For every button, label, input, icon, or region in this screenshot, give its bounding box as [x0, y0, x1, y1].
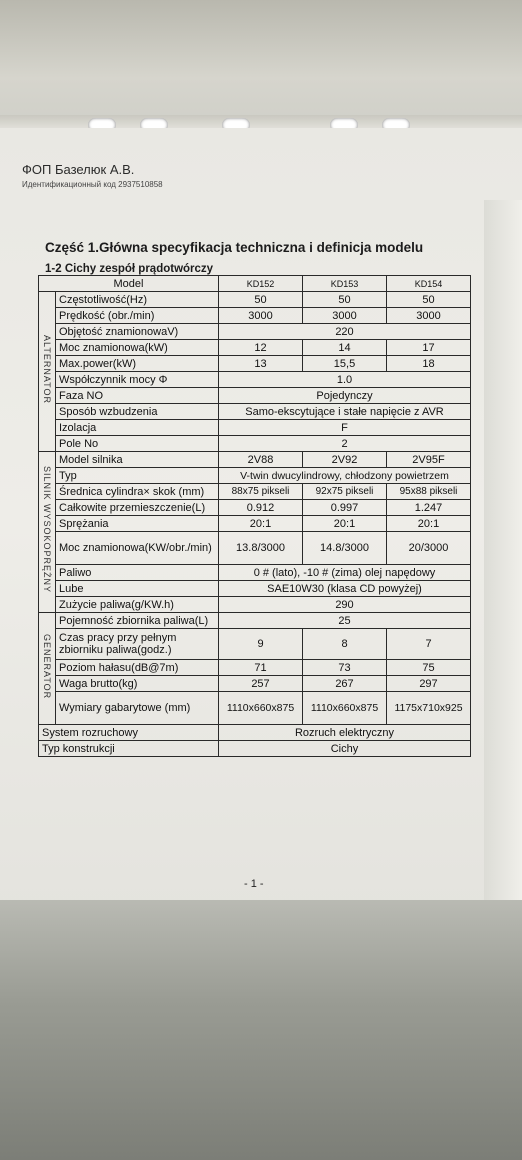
cell-value: 92x75 pikseli: [303, 484, 387, 500]
row-label: Pole No: [56, 436, 219, 452]
cell-value: 14: [303, 340, 387, 356]
row-label: Wymiary gabarytowe (mm): [56, 692, 219, 725]
table-header-row: [39, 276, 471, 292]
table-row: [39, 468, 471, 484]
spec-table: [38, 275, 471, 757]
cell-value: 3000: [303, 308, 387, 324]
table-row: [39, 356, 471, 372]
table-row: [39, 581, 471, 597]
row-label: Waga brutto(kg): [56, 676, 219, 692]
table-row: [39, 308, 471, 324]
company-name: ФОП Базелюк А.В.: [22, 162, 135, 177]
cell-value: Samo-ekscytujące i stałe napięcie z AVR: [219, 404, 471, 420]
row-label: Lube: [56, 581, 219, 597]
cell-value: 1110x660x875: [219, 692, 303, 725]
group-label-alternator: ALTERNATOR: [39, 292, 56, 452]
cell-value: 2V95F: [387, 452, 471, 468]
table-row: [39, 613, 471, 629]
row-label: Model silnika: [56, 452, 219, 468]
table-row: [39, 324, 471, 340]
cell-value: 297: [387, 676, 471, 692]
cell-value: 88x75 pikseli: [219, 484, 303, 500]
table-row: [39, 436, 471, 452]
cell-value: 7: [387, 629, 471, 660]
row-label: Paliwo: [56, 565, 219, 581]
row-label: Zużycie paliwa(g/KW.h): [56, 597, 219, 613]
cell-value: 71: [219, 660, 303, 676]
page-edge: [484, 200, 522, 900]
row-label: Sprężania: [56, 516, 219, 532]
row-label: Izolacja: [56, 420, 219, 436]
row-label: Sposób wzbudzenia: [56, 404, 219, 420]
table-row: [39, 340, 471, 356]
table-row: [39, 532, 471, 565]
cell-value: 95x88 pikseli: [387, 484, 471, 500]
cell-value: 1.247: [387, 500, 471, 516]
cell-value: 0.912: [219, 500, 303, 516]
cell-value: 3000: [387, 308, 471, 324]
cell-value: V-twin dwucylindrowy, chłodzony powietrzem: [219, 468, 471, 484]
cell-value: 9: [219, 629, 303, 660]
table-row: [39, 629, 471, 660]
cell-value: 50: [303, 292, 387, 308]
table-row: [39, 516, 471, 532]
model-name: KD152: [219, 276, 303, 292]
cell-value: SAE10W30 (klasa CD powyżej): [219, 581, 471, 597]
background-top: [0, 0, 522, 130]
table-row: [39, 725, 471, 741]
cell-value: 8: [303, 629, 387, 660]
cell-value: 2: [219, 436, 471, 452]
cell-value: 73: [303, 660, 387, 676]
cell-value: 20:1: [387, 516, 471, 532]
row-label: Typ: [56, 468, 219, 484]
row-label: Całkowite przemieszczenie(L): [56, 500, 219, 516]
row-label: Poziom hałasu(dB@7m): [56, 660, 219, 676]
row-label: Czas pracy przy pełnym zbiorniku paliwa(godz.): [56, 629, 219, 660]
row-label: System rozruchowy: [39, 725, 219, 741]
model-name: KD154: [387, 276, 471, 292]
table-row: [39, 500, 471, 516]
cell-value: 50: [387, 292, 471, 308]
cell-value: 220: [219, 324, 471, 340]
cell-value: 14.8/3000: [303, 532, 387, 565]
table-row: [39, 484, 471, 500]
company-id: Идентификационный код 2937510858: [22, 180, 163, 189]
row-label: Typ konstrukcji: [39, 741, 219, 757]
row-label: Prędkość (obr./min): [56, 308, 219, 324]
table-row: [39, 741, 471, 757]
document-subtitle: 1-2 Cichy zespół prądotwórczy: [45, 263, 214, 275]
cell-value: 20/3000: [387, 532, 471, 565]
table-row: [39, 676, 471, 692]
document-title: Część 1.Główna specyfikacja techniczna i definicja modelu: [45, 240, 424, 255]
row-label: Częstotliwość(Hz): [56, 292, 219, 308]
cell-value: 25: [219, 613, 471, 629]
cell-value: 12: [219, 340, 303, 356]
row-label: Moc znamionowa(kW): [56, 340, 219, 356]
row-label: Współczynnik mocy Φ: [56, 372, 219, 388]
cell-value: 18: [387, 356, 471, 372]
table-row: [39, 404, 471, 420]
row-label: Moc znamionowa(KW/obr./min): [56, 532, 219, 565]
cell-value: 17: [387, 340, 471, 356]
row-label: Faza NO: [56, 388, 219, 404]
group-label-generator: GENERATOR: [39, 613, 56, 725]
cell-value: 13: [219, 356, 303, 372]
table-row: [39, 388, 471, 404]
cell-value: 257: [219, 676, 303, 692]
group-label-engine: SILNIK WYSOKOPRĘŻNY: [39, 452, 56, 613]
row-label: Średnica cylindra× skok (mm): [56, 484, 219, 500]
cell-value: 2V88: [219, 452, 303, 468]
table-row: [39, 692, 471, 725]
cell-value: 2V92: [303, 452, 387, 468]
cell-value: 3000: [219, 308, 303, 324]
cell-value: 0 # (lato), -10 # (zima) olej napędowy: [219, 565, 471, 581]
cell-value: Pojedynczy: [219, 388, 471, 404]
table-row: [39, 372, 471, 388]
row-label: Objętość znamionowaV): [56, 324, 219, 340]
table-row: [39, 452, 471, 468]
cell-value: 1110x660x875: [303, 692, 387, 725]
cell-value: 20:1: [303, 516, 387, 532]
cell-value: 15,5: [303, 356, 387, 372]
cell-value: Rozruch elektryczny: [219, 725, 471, 741]
page-number: - 1 -: [244, 878, 264, 890]
cell-value: 1.0: [219, 372, 471, 388]
cell-value: 50: [219, 292, 303, 308]
table-row: [39, 292, 471, 308]
model-name: KD153: [303, 276, 387, 292]
cell-value: 20:1: [219, 516, 303, 532]
background-bottom: [0, 900, 522, 1160]
table-row: [39, 565, 471, 581]
cell-value: F: [219, 420, 471, 436]
row-label: Pojemność zbiornika paliwa(L): [56, 613, 219, 629]
table-row: [39, 660, 471, 676]
model-header: Model: [39, 276, 219, 292]
cell-value: Cichy: [219, 741, 471, 757]
row-label: Max.power(kW): [56, 356, 219, 372]
cell-value: 0.997: [303, 500, 387, 516]
table-row: [39, 597, 471, 613]
cell-value: 1175x710x925: [387, 692, 471, 725]
table-row: [39, 420, 471, 436]
cell-value: 267: [303, 676, 387, 692]
cell-value: 13.8/3000: [219, 532, 303, 565]
cell-value: 290: [219, 597, 471, 613]
cell-value: 75: [387, 660, 471, 676]
